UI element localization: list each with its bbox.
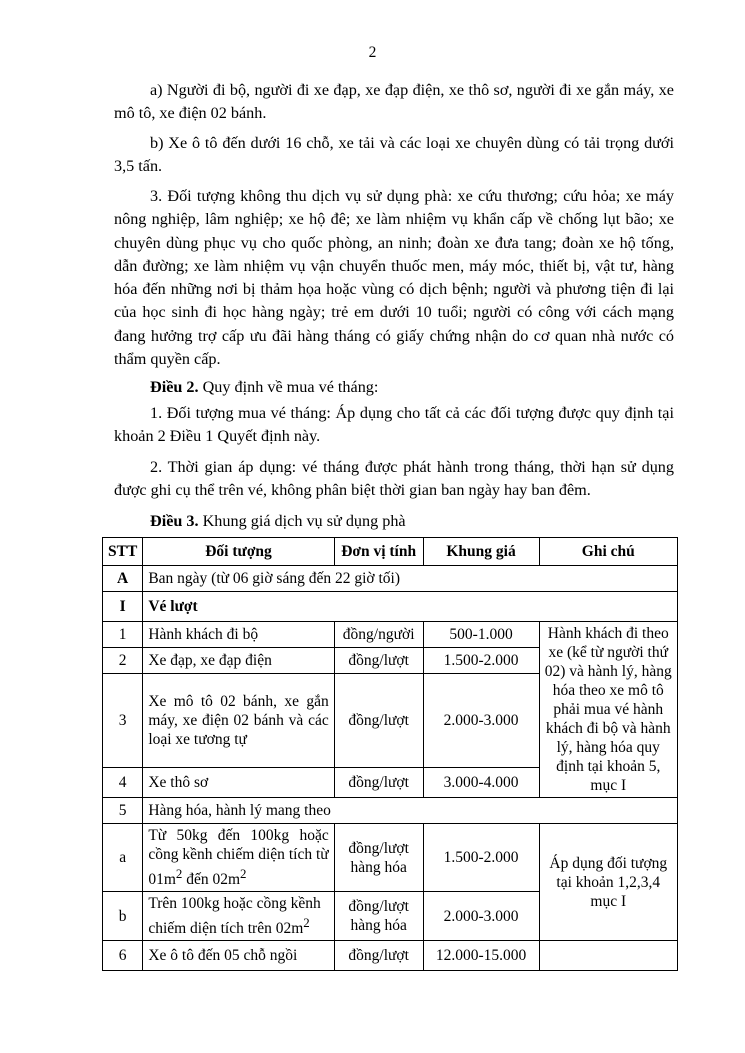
row-a-sup-2: 2 <box>240 866 247 881</box>
paragraph-article-2-2: 2. Thời gian áp dụng: vé tháng được phát hành trong tháng, thời hạn sử dụng được ghi cụ thể trên vé, không phân biệt thời gian ban ngày hay ban đêm. <box>114 458 674 500</box>
row-3-unit: đồng/lượt <box>334 674 423 768</box>
row-a-sup-1: 2 <box>175 866 183 881</box>
table-row-5 <box>103 798 678 824</box>
table-header-row <box>103 538 678 566</box>
row-5-stt: 5 <box>103 798 143 824</box>
row-3-stt: 3 <box>103 674 143 768</box>
paragraph-b: b) Xe ô tô đến dưới 16 chỗ, xe tải và các loại xe chuyên dùng có tải trọng dưới 3,5 tấn. <box>114 134 674 176</box>
header-note: Ghi chú <box>539 538 677 566</box>
row-4-price: 3.000-4.000 <box>423 768 539 798</box>
row-a-unit: đồng/lượt hàng hóa <box>334 824 423 892</box>
section-a-stt: A <box>103 566 143 592</box>
row-b-price: 2.000-3.000 <box>423 892 539 941</box>
page-number: 2 <box>368 44 377 61</box>
row-2-unit: đồng/lượt <box>334 648 423 674</box>
row-3-price: 2.000-3.000 <box>423 674 539 768</box>
row-1-object: Hành khách đi bộ <box>143 622 334 648</box>
row-2-price: 1.500-2.000 <box>423 648 539 674</box>
ferry-price-table <box>102 537 678 971</box>
row-5-text: Hàng hóa, hành lý mang theo <box>143 798 678 824</box>
table-row-section-i <box>103 592 678 622</box>
row-2-stt: 2 <box>103 648 143 674</box>
article-3-title: Khung giá dịch vụ sử dụng phà <box>202 512 406 530</box>
row-a-object-text: Từ 50kg đến 100kg hoặc cồng kềnh chiếm diện tích từ 01m <box>148 827 329 889</box>
note-passengers: Hành khách đi theo xe (kể từ người thứ 02) và hành lý, hàng hóa theo xe mô tô phải mua vé hành khách đi bộ và hành lý, hàng hóa quy định tại khoản 5, mục I <box>539 622 677 798</box>
paragraph-a: a) Người đi bộ, người đi xe đạp, xe đạp điện, xe thô sơ, người đi xe gắn máy, xe mô tô, xe điện 02 bánh. <box>114 81 674 123</box>
row-1-price: 500-1.000 <box>423 622 539 648</box>
section-i-stt: I <box>103 592 143 622</box>
row-b-object <box>143 892 334 941</box>
table-row-section-a <box>103 566 678 592</box>
row-4-object: Xe thô sơ <box>143 768 334 798</box>
table-row <box>103 622 678 648</box>
row-4-unit: đồng/lượt <box>334 768 423 798</box>
row-6-stt: 6 <box>103 941 143 971</box>
header-stt: STT <box>103 538 143 566</box>
article-3-label: Điều 3. <box>150 512 199 530</box>
article-2-title: Quy định về mua vé tháng: <box>202 378 379 396</box>
article-3-heading <box>114 510 674 533</box>
row-4-stt: 4 <box>103 768 143 798</box>
row-b-unit: đồng/lượt hàng hóa <box>334 892 423 941</box>
row-a-object-mid: đến 02m <box>182 871 241 889</box>
section-i-text: Vé lượt <box>143 592 678 622</box>
header-unit: Đơn vị tính <box>334 538 423 566</box>
table-row <box>103 941 678 971</box>
row-b-stt: b <box>103 892 143 941</box>
header-object: Đối tượng <box>143 538 334 566</box>
row-6-object: Xe ô tô đến 05 chỗ ngồi <box>143 941 334 971</box>
section-a-text: Ban ngày (từ 06 giờ sáng đến 22 giờ tối) <box>143 566 678 592</box>
row-6-note <box>539 941 677 971</box>
article-2-heading <box>114 376 674 399</box>
row-1-stt: 1 <box>103 622 143 648</box>
row-a-object <box>143 824 334 892</box>
header-price: Khung giá <box>423 538 539 566</box>
row-1-unit: đồng/người <box>334 622 423 648</box>
row-b-object-text: Trên 100kg hoặc cồng kềnh chiếm diện tích trên 02m <box>148 895 321 938</box>
paragraph-article-2-1: 1. Đối tượng mua vé tháng: Áp dụng cho tất cả các đối tượng được quy định tại khoản 2 Điều 1 Quyết định này. <box>114 404 674 446</box>
row-b-sup: 2 <box>303 915 310 931</box>
row-6-unit: đồng/lượt <box>334 941 423 971</box>
note-goods: Áp dụng đối tượng tại khoản 1,2,3,4 mục I <box>539 824 677 941</box>
article-2-label: Điều 2. <box>150 378 199 396</box>
row-3-object: Xe mô tô 02 bánh, xe gắn máy, xe điện 02 bánh và các loại xe tương tự <box>143 674 334 768</box>
row-6-price: 12.000-15.000 <box>423 941 539 971</box>
row-2-object: Xe đạp, xe đạp điện <box>143 648 334 674</box>
paragraph-3: 3. Đối tượng không thu dịch vụ sử dụng phà: xe cứu thương; cứu hỏa; xe máy nông nghiệp, lâm nghiệp; xe hộ đê; xe làm nhiệm vụ khẩn cấp về chống lụt bão; xe chuyên dùng phục vụ cho quốc phòng, an ninh; đoàn xe đưa tang; đoàn xe hộ tống, dẫn đường; xe làm nhiệm vụ vận chuyển thuốc men, máy móc, thiết bị, vật tư, hàng hóa đến những nơi bị thảm họa hoặc vùng có dịch bệnh; người và phương tiện đi lại của học sinh đi học hàng ngày; trẻ em dưới 10 tuổi; người có công với cách mạng đang hưởng trợ cấp ưu đãi hàng tháng có giấy chứng nhận do cơ quan nhà nước có thẩm quyền cấp. <box>114 187 674 369</box>
table-row <box>103 824 678 892</box>
row-a-price: 1.500-2.000 <box>423 824 539 892</box>
row-a-stt: a <box>103 824 143 892</box>
